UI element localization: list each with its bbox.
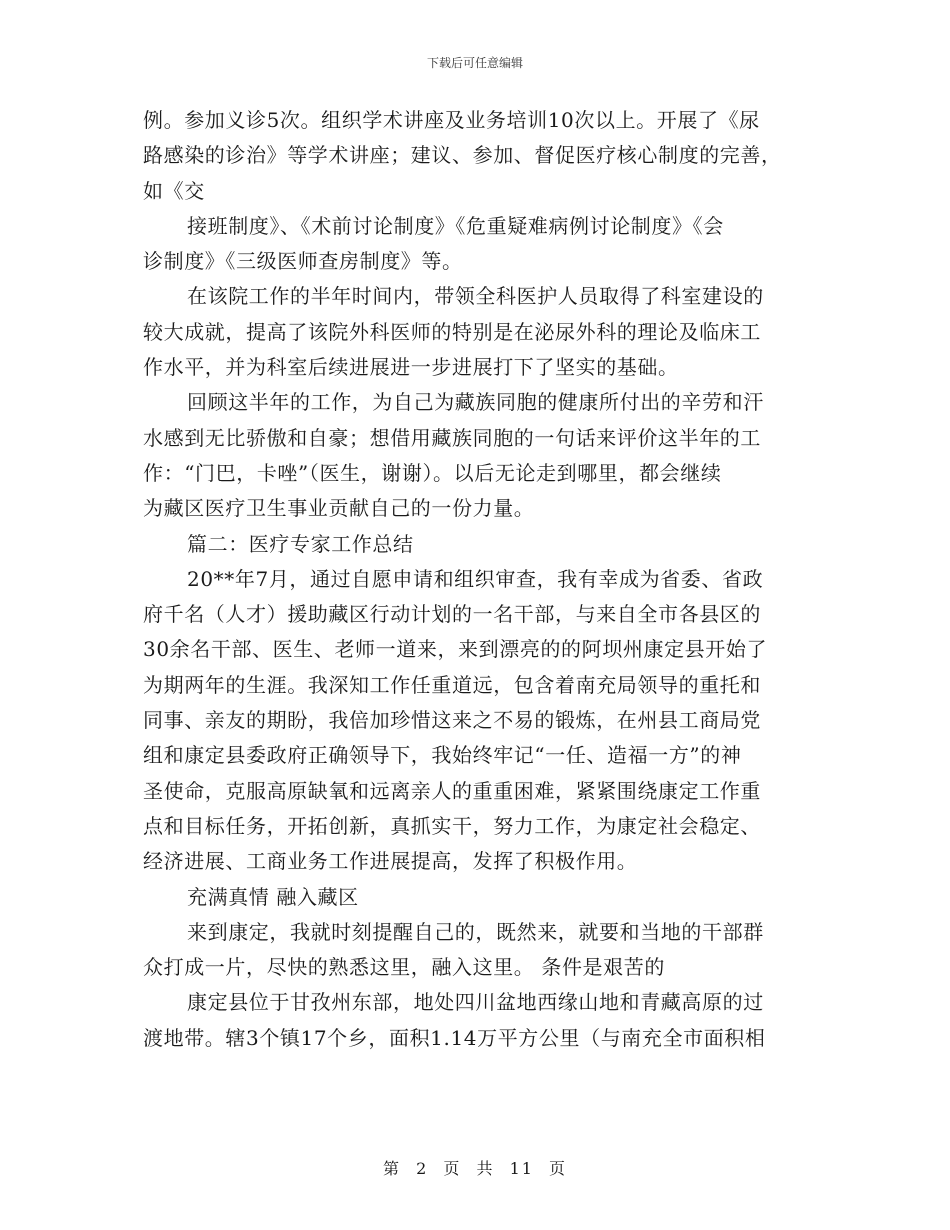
document-body [143, 103, 809, 1056]
page-footer [0, 1156, 950, 1179]
text-line: 众打成一片，尽快的熟悉这里，融入这里。 条件是艰苦的 [143, 955, 665, 980]
text-line: 为藏区医疗卫生事业贡献自己的一份力量。 [143, 496, 535, 521]
text-line: 为期两年的生涯。我深知工作任重道远，包含着南充局领导的重托和 [143, 672, 761, 697]
text-line: 圣使命，克服高原缺氧和远离亲人的重重困难，紧紧围绕康定工作重 [143, 778, 761, 803]
text-line: 作：“门巴，卡唑”（医生，谢谢）。以后无论走到哪里，都会继续 [143, 460, 722, 485]
text-line: 如《交 [143, 178, 205, 203]
text-line: 充满真情 融入藏区 [187, 884, 359, 909]
text-line: 同事、亲友的期盼，我倍加珍惜这来之不易的锻炼，在州县工商局党 [143, 708, 761, 733]
footer-ye: 页 [443, 1159, 462, 1178]
text-line: 水感到无比骄傲和自豪；想借用藏族同胞的一句话来评价这半年的工 [143, 425, 761, 450]
text-line: 例。参加义诊5次。组织学术讲座及业务培训10次以上。开展了《尿 [143, 108, 760, 132]
page-header-note: 下载后可任意编辑 [426, 56, 523, 70]
text-line: 诊制度》《三级医师查房制度》等。 [143, 249, 463, 274]
footer-ye2: 页 [549, 1159, 568, 1178]
footer-di: 第 [382, 1159, 401, 1178]
text-line: 经济进展、工商业务工作进展提高，发挥了积极作用。 [143, 849, 638, 874]
text-line: 20**年7月，通过自愿申请和组织审查，我有幸成为省委、省政 [187, 566, 764, 591]
text-line: 路感染的诊治》等学术讲座；建议、参加、督促医疗核心制度的完善， [143, 143, 782, 168]
text-line: 在该院工作的半年时间内，带领全科医护人员取得了科室建设的 [187, 284, 764, 309]
text-line: 作水平，并为科室后续进展进一步进展打下了坚实的基础。 [143, 355, 679, 380]
text-line: 渡地带。辖3个镇17个乡，面积1.14万平方公里（与南充全市面积相 [143, 1025, 766, 1050]
footer-page-number: 2 [416, 1159, 429, 1178]
footer-total-pages: 11 [509, 1159, 534, 1178]
text-line: 组和康定县委政府正确领导下，我始终牢记“一任、造福一方”的神 [143, 743, 742, 768]
text-line: 较大成就，提高了该院外科医师的特别是在泌尿外科的理论及临床工 [143, 319, 761, 344]
text-line: 府千名（人才）援助藏区行动计划的一名干部，与来自全市各县区的 [143, 602, 761, 627]
text-line: 接班制度》、《术前讨论制度》《危重疑难病例讨论制度》《会 [187, 213, 724, 238]
text-line: 篇二：医疗专家工作总结 [187, 531, 414, 556]
text-line: 康定县位于甘孜州东部，地处四川盆地西缘山地和青藏高原的过 [187, 990, 764, 1015]
text-line: 点和目标任务，开拓创新，真抓实干，努力工作，为康定社会稳定、 [143, 813, 761, 838]
footer-gong: 共 [476, 1159, 495, 1178]
text-line: 回顾这半年的工作，为自己为藏族同胞的健康所付出的辛劳和汗 [187, 390, 764, 415]
text-line: 30余名干部、医生、老师一道来，来到漂亮的的阿坝州康定县开始了 [143, 637, 768, 662]
text-line: 来到康定，我就时刻提醒自己的，既然来，就要和当地的干部群 [187, 919, 764, 944]
